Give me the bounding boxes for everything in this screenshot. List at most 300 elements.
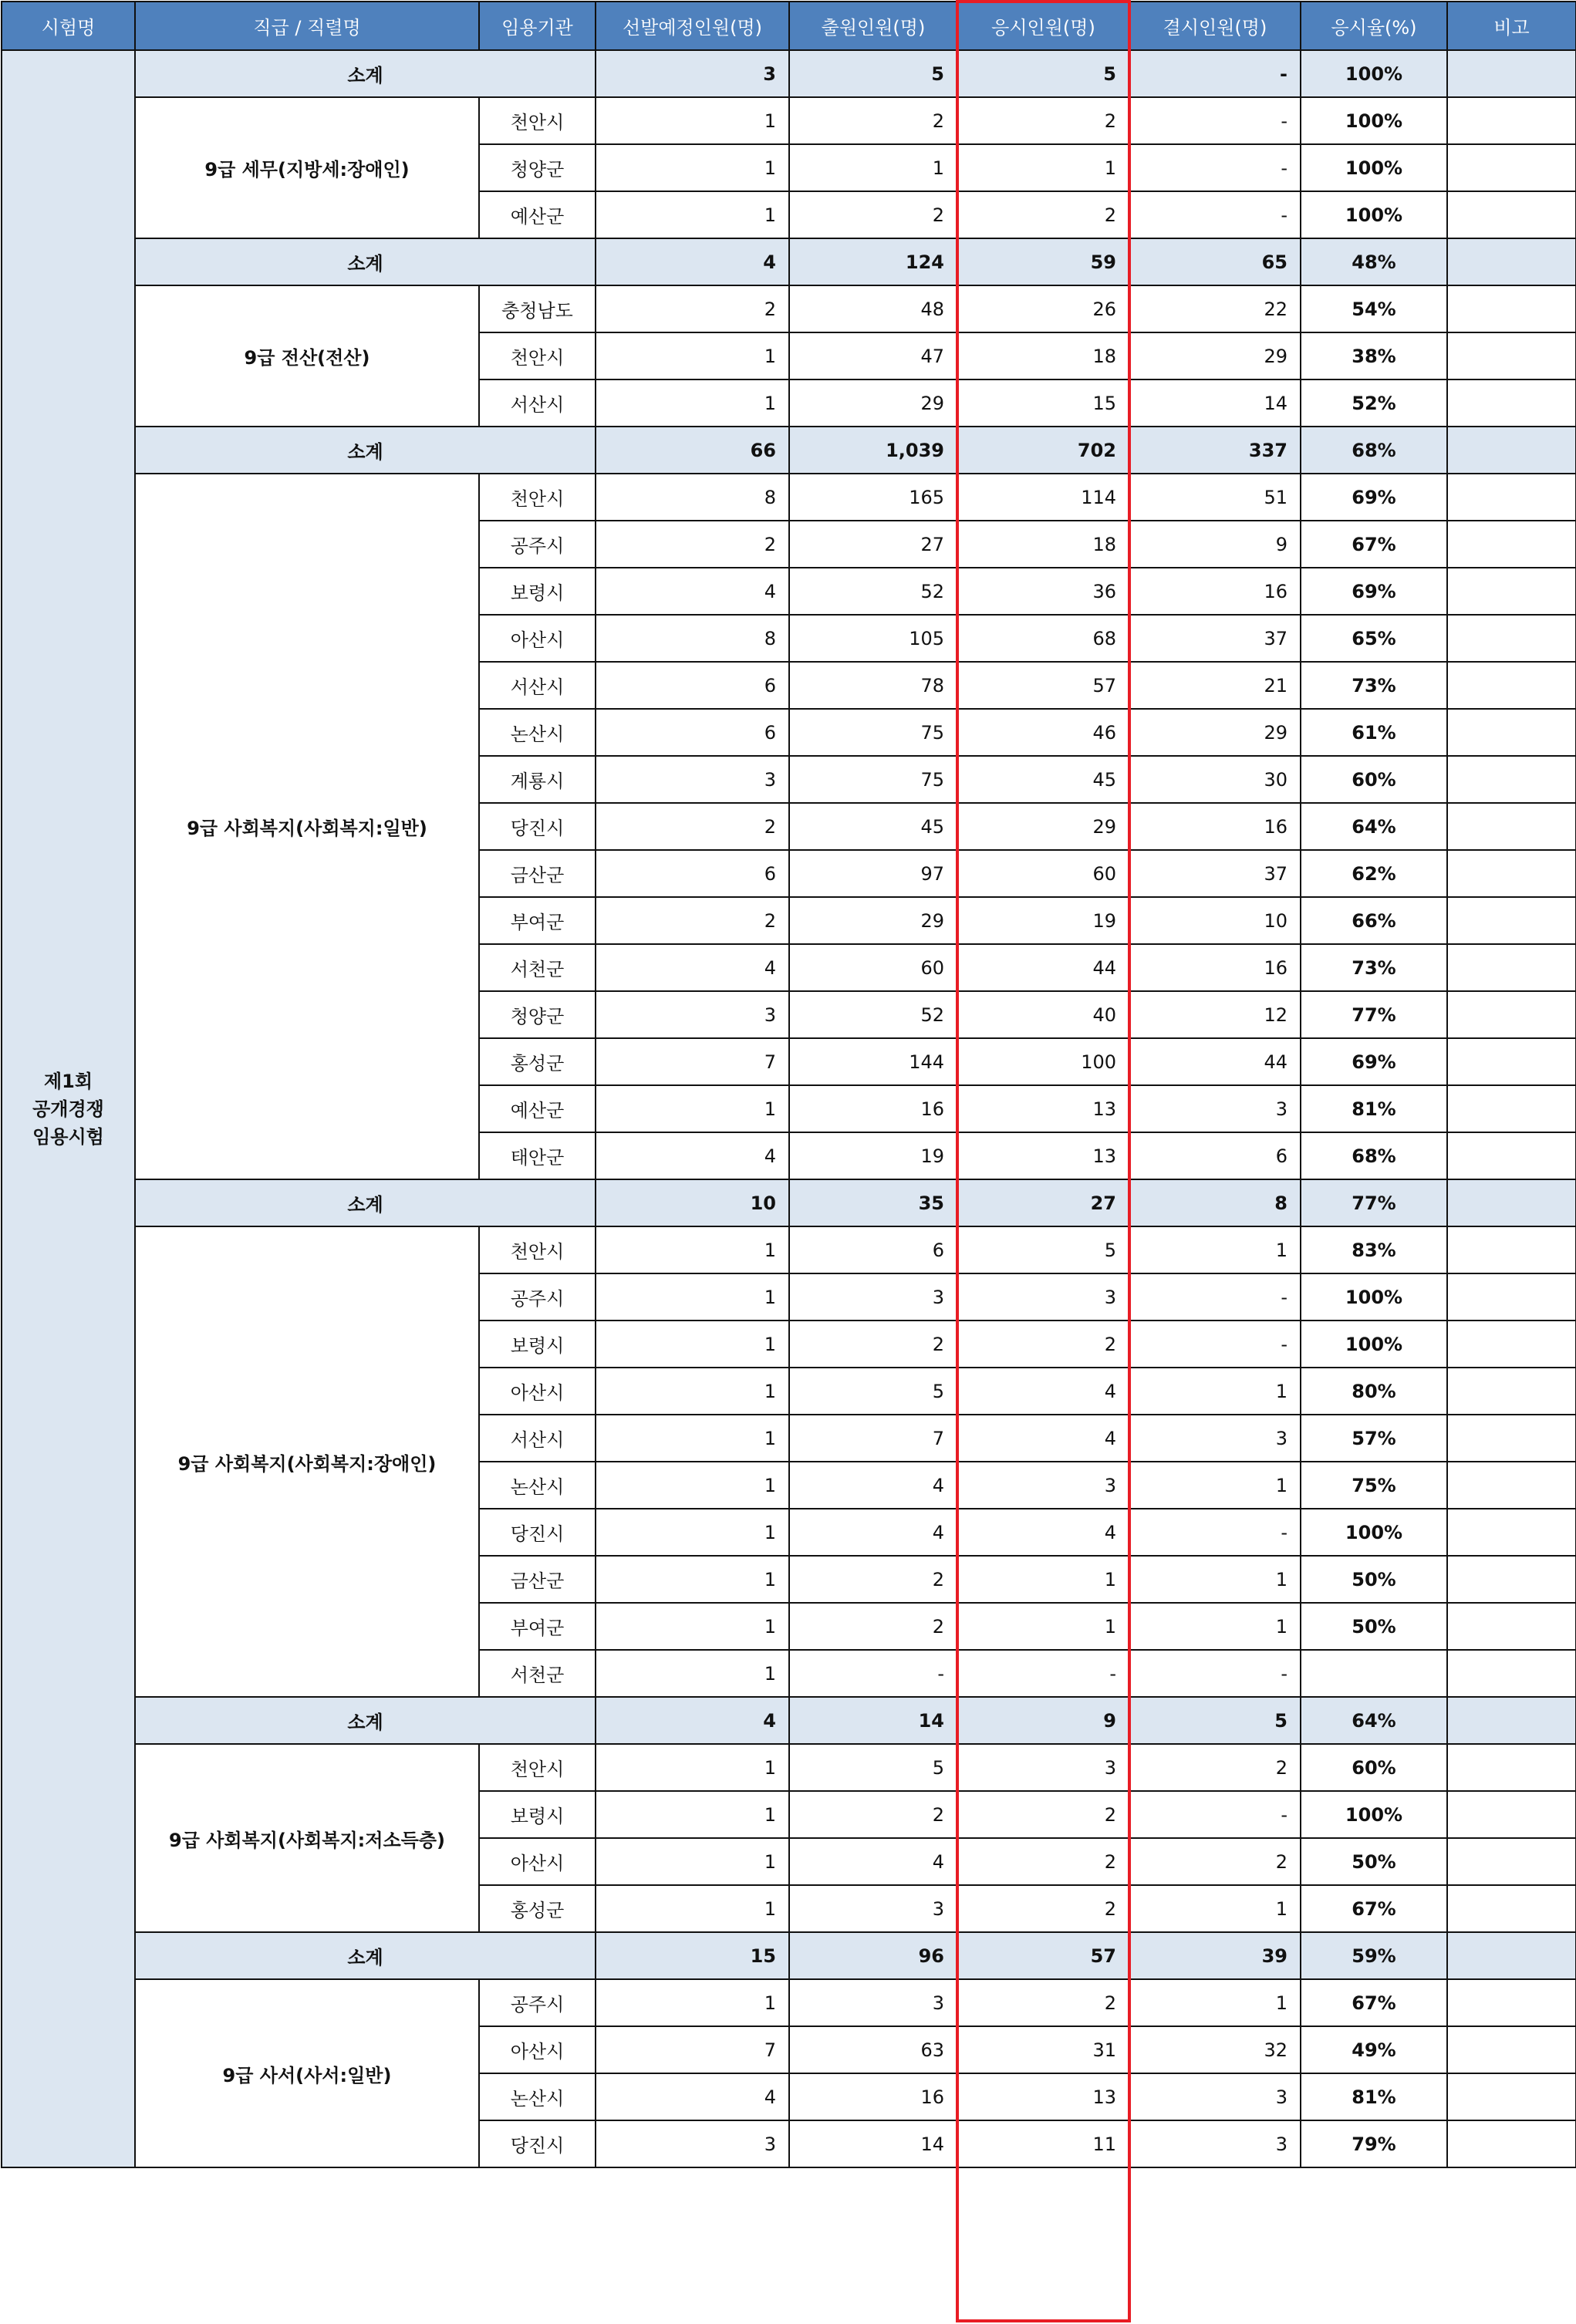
subtotal-rate-cell: 68% [1301,427,1447,474]
absent-cell: 51 [1129,474,1301,521]
attended-cell: 19 [957,897,1129,944]
agency-cell: 아산시 [479,1838,596,1885]
remarks-cell [1447,944,1576,991]
subtotal-attended-cell: 27 [957,1179,1129,1226]
rate-cell: 69% [1301,474,1447,521]
agency-cell: 부여군 [479,897,596,944]
remarks-cell [1447,756,1576,803]
rate-cell: 69% [1301,1038,1447,1085]
applied-cell: 78 [789,662,957,709]
remarks-cell [1447,1085,1576,1132]
subtotal-attended-cell: 9 [957,1697,1129,1744]
rate-cell: 81% [1301,1085,1447,1132]
planned-cell: 2 [596,285,789,332]
subtotal-applied-cell: 1,039 [789,427,957,474]
applied-cell: 6 [789,1226,957,1273]
subtotal-applied-cell: 124 [789,238,957,285]
remarks-cell [1447,1556,1576,1603]
attended-cell: 44 [957,944,1129,991]
applied-cell: 63 [789,2026,957,2073]
planned-cell: 1 [596,1650,789,1697]
rate-cell: 50% [1301,1838,1447,1885]
planned-cell: 1 [596,97,789,144]
subtotal-attended-cell: 57 [957,1932,1129,1979]
rate-cell: 80% [1301,1368,1447,1415]
planned-cell: 6 [596,709,789,756]
planned-cell: 1 [596,1838,789,1885]
attended-cell: 1 [957,1556,1129,1603]
absent-cell: - [1129,1650,1301,1697]
rate-cell: 61% [1301,709,1447,756]
subtotal-row [2,1697,1576,1744]
header-planned: 선발예정인원(명) [596,2,789,50]
remarks-cell [1447,2073,1576,2120]
subtotal-row [2,427,1576,474]
exam-statistics-table [1,1,1576,2168]
planned-cell: 8 [596,615,789,662]
absent-cell: 16 [1129,568,1301,615]
rate-cell: 100% [1301,191,1447,238]
planned-cell: 1 [596,191,789,238]
rate-cell: 73% [1301,662,1447,709]
agency-cell: 홍성군 [479,1038,596,1085]
rate-cell: 100% [1301,144,1447,191]
agency-cell: 천안시 [479,97,596,144]
absent-cell: - [1129,144,1301,191]
attended-cell: 18 [957,521,1129,568]
header-rate: 응시율(%) [1301,2,1447,50]
planned-cell: 1 [596,144,789,191]
remarks-cell [1447,332,1576,379]
applied-cell: 2 [789,1321,957,1368]
remarks-cell [1447,1509,1576,1556]
subtotal-label: 소계 [135,238,596,285]
rate-cell: 52% [1301,379,1447,427]
applied-cell: 47 [789,332,957,379]
applied-cell: 16 [789,2073,957,2120]
subtotal-rate-cell: 100% [1301,50,1447,97]
subtotal-label: 소계 [135,50,596,97]
absent-cell: - [1129,191,1301,238]
absent-cell: - [1129,1791,1301,1838]
applied-cell: 19 [789,1132,957,1179]
remarks-cell [1447,1462,1576,1509]
remarks-cell [1447,238,1576,285]
remarks-cell [1447,285,1576,332]
attended-cell: 2 [957,1838,1129,1885]
absent-cell: 1 [1129,1368,1301,1415]
absent-cell: 22 [1129,285,1301,332]
applied-cell: - [789,1650,957,1697]
subtotal-rate-cell: 77% [1301,1179,1447,1226]
subtotal-planned-cell: 66 [596,427,789,474]
attended-cell: 18 [957,332,1129,379]
remarks-cell [1447,144,1576,191]
agency-cell: 논산시 [479,1462,596,1509]
subtotal-applied-cell: 35 [789,1179,957,1226]
applied-cell: 27 [789,521,957,568]
position-name-cell: 9급 전산(전산) [135,285,479,427]
table-row [2,1979,1576,2026]
planned-cell: 7 [596,1038,789,1085]
absent-cell: - [1129,1273,1301,1321]
subtotal-row [2,1932,1576,1979]
applied-cell: 1 [789,144,957,191]
absent-cell: 37 [1129,850,1301,897]
remarks-cell [1447,1697,1576,1744]
attended-cell: 46 [957,709,1129,756]
agency-cell: 서천군 [479,944,596,991]
planned-cell: 2 [596,803,789,850]
rate-cell: 54% [1301,285,1447,332]
planned-cell: 1 [596,1979,789,2026]
rate-cell: 100% [1301,97,1447,144]
remarks-cell [1447,1226,1576,1273]
attended-cell: 3 [957,1462,1129,1509]
remarks-cell [1447,568,1576,615]
absent-cell: 16 [1129,803,1301,850]
planned-cell: 8 [596,474,789,521]
agency-cell: 논산시 [479,709,596,756]
applied-cell: 7 [789,1415,957,1462]
absent-cell: 6 [1129,1132,1301,1179]
header-exam-name: 시험명 [2,2,135,50]
agency-cell: 금산군 [479,1556,596,1603]
absent-cell: 29 [1129,332,1301,379]
agency-cell: 예산군 [479,1085,596,1132]
absent-cell: 9 [1129,521,1301,568]
applied-cell: 3 [789,1979,957,2026]
attended-cell: 4 [957,1415,1129,1462]
subtotal-absent-cell: 8 [1129,1179,1301,1226]
rate-cell: 100% [1301,1509,1447,1556]
remarks-cell [1447,1979,1576,2026]
subtotal-absent-cell: 39 [1129,1932,1301,1979]
absent-cell: 3 [1129,1085,1301,1132]
absent-cell: - [1129,1509,1301,1556]
rate-cell: 79% [1301,2120,1447,2167]
rate-cell: 67% [1301,521,1447,568]
rate-cell: 77% [1301,991,1447,1038]
agency-cell: 당진시 [479,2120,596,2167]
subtotal-label: 소계 [135,1932,596,1979]
planned-cell: 6 [596,850,789,897]
planned-cell: 1 [596,1462,789,1509]
rate-cell [1301,1650,1447,1697]
rate-cell: 66% [1301,897,1447,944]
attended-cell: 3 [957,1744,1129,1791]
subtotal-applied-cell: 14 [789,1697,957,1744]
table-row [2,1744,1576,1791]
planned-cell: 4 [596,1132,789,1179]
attended-cell: 36 [957,568,1129,615]
rate-cell: 100% [1301,1321,1447,1368]
planned-cell: 7 [596,2026,789,2073]
absent-cell: 1 [1129,1556,1301,1603]
remarks-cell [1447,427,1576,474]
planned-cell: 1 [596,1085,789,1132]
planned-cell: 2 [596,521,789,568]
subtotal-planned-cell: 4 [596,1697,789,1744]
subtotal-rate-cell: 64% [1301,1697,1447,1744]
position-name-cell: 9급 사회복지(사회복지:저소득층) [135,1744,479,1932]
absent-cell: 2 [1129,1838,1301,1885]
agency-cell: 계룡시 [479,756,596,803]
absent-cell: 16 [1129,944,1301,991]
absent-cell: - [1129,97,1301,144]
table-body [2,50,1576,2167]
position-name-cell: 9급 사회복지(사회복지:일반) [135,474,479,1179]
rate-cell: 49% [1301,2026,1447,2073]
rate-cell: 57% [1301,1415,1447,1462]
agency-cell: 보령시 [479,1321,596,1368]
applied-cell: 4 [789,1509,957,1556]
position-name-cell: 9급 사서(사서:일반) [135,1979,479,2167]
remarks-cell [1447,2120,1576,2167]
attended-cell: 60 [957,850,1129,897]
rate-cell: 60% [1301,756,1447,803]
position-name-cell: 9급 세무(지방세:장애인) [135,97,479,238]
agency-cell: 당진시 [479,1509,596,1556]
agency-cell: 부여군 [479,1603,596,1650]
applied-cell: 165 [789,474,957,521]
attended-cell: 26 [957,285,1129,332]
applied-cell: 75 [789,756,957,803]
remarks-cell [1447,1273,1576,1321]
subtotal-label: 소계 [135,1179,596,1226]
agency-cell: 당진시 [479,803,596,850]
absent-cell: 1 [1129,1979,1301,2026]
remarks-cell [1447,1838,1576,1885]
remarks-cell [1447,850,1576,897]
applied-cell: 3 [789,1885,957,1932]
subtotal-absent-cell: 65 [1129,238,1301,285]
planned-cell: 3 [596,991,789,1038]
attended-cell: 2 [957,1885,1129,1932]
subtotal-planned-cell: 15 [596,1932,789,1979]
agency-cell: 보령시 [479,1791,596,1838]
applied-cell: 97 [789,850,957,897]
attended-cell: 13 [957,2073,1129,2120]
exam-statistics-sheet [1,1,1575,2322]
absent-cell: 1 [1129,1885,1301,1932]
absent-cell: 1 [1129,1603,1301,1650]
agency-cell: 공주시 [479,1273,596,1321]
remarks-cell [1447,1368,1576,1415]
attended-cell: 2 [957,1979,1129,2026]
applied-cell: 105 [789,615,957,662]
applied-cell: 14 [789,2120,957,2167]
rate-cell: 73% [1301,944,1447,991]
agency-cell: 홍성군 [479,1885,596,1932]
absent-cell: 29 [1129,709,1301,756]
subtotal-label: 소계 [135,427,596,474]
applied-cell: 16 [789,1085,957,1132]
applied-cell: 4 [789,1838,957,1885]
planned-cell: 1 [596,1273,789,1321]
attended-cell: - [957,1650,1129,1697]
absent-cell: 37 [1129,615,1301,662]
agency-cell: 천안시 [479,1226,596,1273]
subtotal-row [2,238,1576,285]
applied-cell: 48 [789,285,957,332]
rate-cell: 75% [1301,1462,1447,1509]
remarks-cell [1447,379,1576,427]
position-name-cell: 9급 사회복지(사회복지:장애인) [135,1226,479,1697]
attended-cell: 4 [957,1368,1129,1415]
agency-cell: 공주시 [479,1979,596,2026]
attended-cell: 40 [957,991,1129,1038]
remarks-cell [1447,897,1576,944]
remarks-cell [1447,1932,1576,1979]
rate-cell: 60% [1301,1744,1447,1791]
remarks-cell [1447,662,1576,709]
planned-cell: 1 [596,379,789,427]
agency-cell: 예산군 [479,191,596,238]
absent-cell: 2 [1129,1744,1301,1791]
exam-name-cell: 제1회 공개경쟁 임용시험 [2,50,135,2167]
applied-cell: 29 [789,897,957,944]
agency-cell: 청양군 [479,991,596,1038]
header-agency: 임용기관 [479,2,596,50]
subtotal-planned-cell: 4 [596,238,789,285]
subtotal-applied-cell: 5 [789,50,957,97]
rate-cell: 100% [1301,1791,1447,1838]
remarks-cell [1447,2026,1576,2073]
applied-cell: 5 [789,1744,957,1791]
applied-cell: 144 [789,1038,957,1085]
applied-cell: 3 [789,1273,957,1321]
planned-cell: 1 [596,1321,789,1368]
remarks-cell [1447,1038,1576,1085]
subtotal-rate-cell: 59% [1301,1932,1447,1979]
applied-cell: 2 [789,191,957,238]
absent-cell: 44 [1129,1038,1301,1085]
agency-cell: 금산군 [479,850,596,897]
attended-cell: 68 [957,615,1129,662]
absent-cell: 30 [1129,756,1301,803]
planned-cell: 3 [596,756,789,803]
rate-cell: 69% [1301,568,1447,615]
planned-cell: 1 [596,1415,789,1462]
attended-cell: 2 [957,1791,1129,1838]
planned-cell: 6 [596,662,789,709]
remarks-cell [1447,1603,1576,1650]
absent-cell: - [1129,1321,1301,1368]
remarks-cell [1447,50,1576,97]
applied-cell: 52 [789,568,957,615]
rate-cell: 67% [1301,1979,1447,2026]
table-row [2,285,1576,332]
absent-cell: 3 [1129,2120,1301,2167]
rate-cell: 64% [1301,803,1447,850]
applied-cell: 2 [789,97,957,144]
remarks-cell [1447,97,1576,144]
absent-cell: 32 [1129,2026,1301,2073]
planned-cell: 1 [596,1603,789,1650]
planned-cell: 1 [596,1509,789,1556]
agency-cell: 서산시 [479,1415,596,1462]
absent-cell: 1 [1129,1226,1301,1273]
attended-cell: 4 [957,1509,1129,1556]
agency-cell: 아산시 [479,615,596,662]
attended-cell: 45 [957,756,1129,803]
remarks-cell [1447,1791,1576,1838]
attended-cell: 2 [957,191,1129,238]
absent-cell: 1 [1129,1462,1301,1509]
rate-cell: 65% [1301,615,1447,662]
applied-cell: 52 [789,991,957,1038]
rate-cell: 62% [1301,850,1447,897]
subtotal-planned-cell: 10 [596,1179,789,1226]
agency-cell: 서천군 [479,1650,596,1697]
agency-cell: 천안시 [479,1744,596,1791]
absent-cell: 12 [1129,991,1301,1038]
attended-cell: 1 [957,144,1129,191]
remarks-cell [1447,521,1576,568]
agency-cell: 아산시 [479,1368,596,1415]
subtotal-planned-cell: 3 [596,50,789,97]
agency-cell: 청양군 [479,144,596,191]
attended-cell: 114 [957,474,1129,521]
planned-cell: 4 [596,568,789,615]
remarks-cell [1447,803,1576,850]
attended-cell: 5 [957,1226,1129,1273]
subtotal-row [2,50,1576,97]
remarks-cell [1447,1321,1576,1368]
rate-cell: 50% [1301,1556,1447,1603]
absent-cell: 21 [1129,662,1301,709]
attended-cell: 15 [957,379,1129,427]
subtotal-applied-cell: 96 [789,1932,957,1979]
header-position: 직급 / 직렬명 [135,2,479,50]
planned-cell: 1 [596,1556,789,1603]
planned-cell: 1 [596,1368,789,1415]
subtotal-row [2,1179,1576,1226]
remarks-cell [1447,1179,1576,1226]
applied-cell: 2 [789,1791,957,1838]
attended-cell: 2 [957,97,1129,144]
attended-cell: 100 [957,1038,1129,1085]
rate-cell: 68% [1301,1132,1447,1179]
absent-cell: 3 [1129,2073,1301,2120]
applied-cell: 2 [789,1603,957,1650]
agency-cell: 아산시 [479,2026,596,2073]
agency-cell: 논산시 [479,2073,596,2120]
subtotal-attended-cell: 5 [957,50,1129,97]
rate-cell: 100% [1301,1273,1447,1321]
subtotal-attended-cell: 59 [957,238,1129,285]
planned-cell: 3 [596,2120,789,2167]
rate-cell: 83% [1301,1226,1447,1273]
remarks-cell [1447,1744,1576,1791]
remarks-cell [1447,1885,1576,1932]
planned-cell: 2 [596,897,789,944]
subtotal-absent-cell: 337 [1129,427,1301,474]
planned-cell: 4 [596,944,789,991]
planned-cell: 1 [596,1744,789,1791]
applied-cell: 60 [789,944,957,991]
remarks-cell [1447,615,1576,662]
applied-cell: 75 [789,709,957,756]
agency-cell: 보령시 [479,568,596,615]
subtotal-attended-cell: 702 [957,427,1129,474]
remarks-cell [1447,1132,1576,1179]
attended-cell: 11 [957,2120,1129,2167]
remarks-cell [1447,991,1576,1038]
attended-cell: 1 [957,1603,1129,1650]
subtotal-absent-cell: - [1129,50,1301,97]
